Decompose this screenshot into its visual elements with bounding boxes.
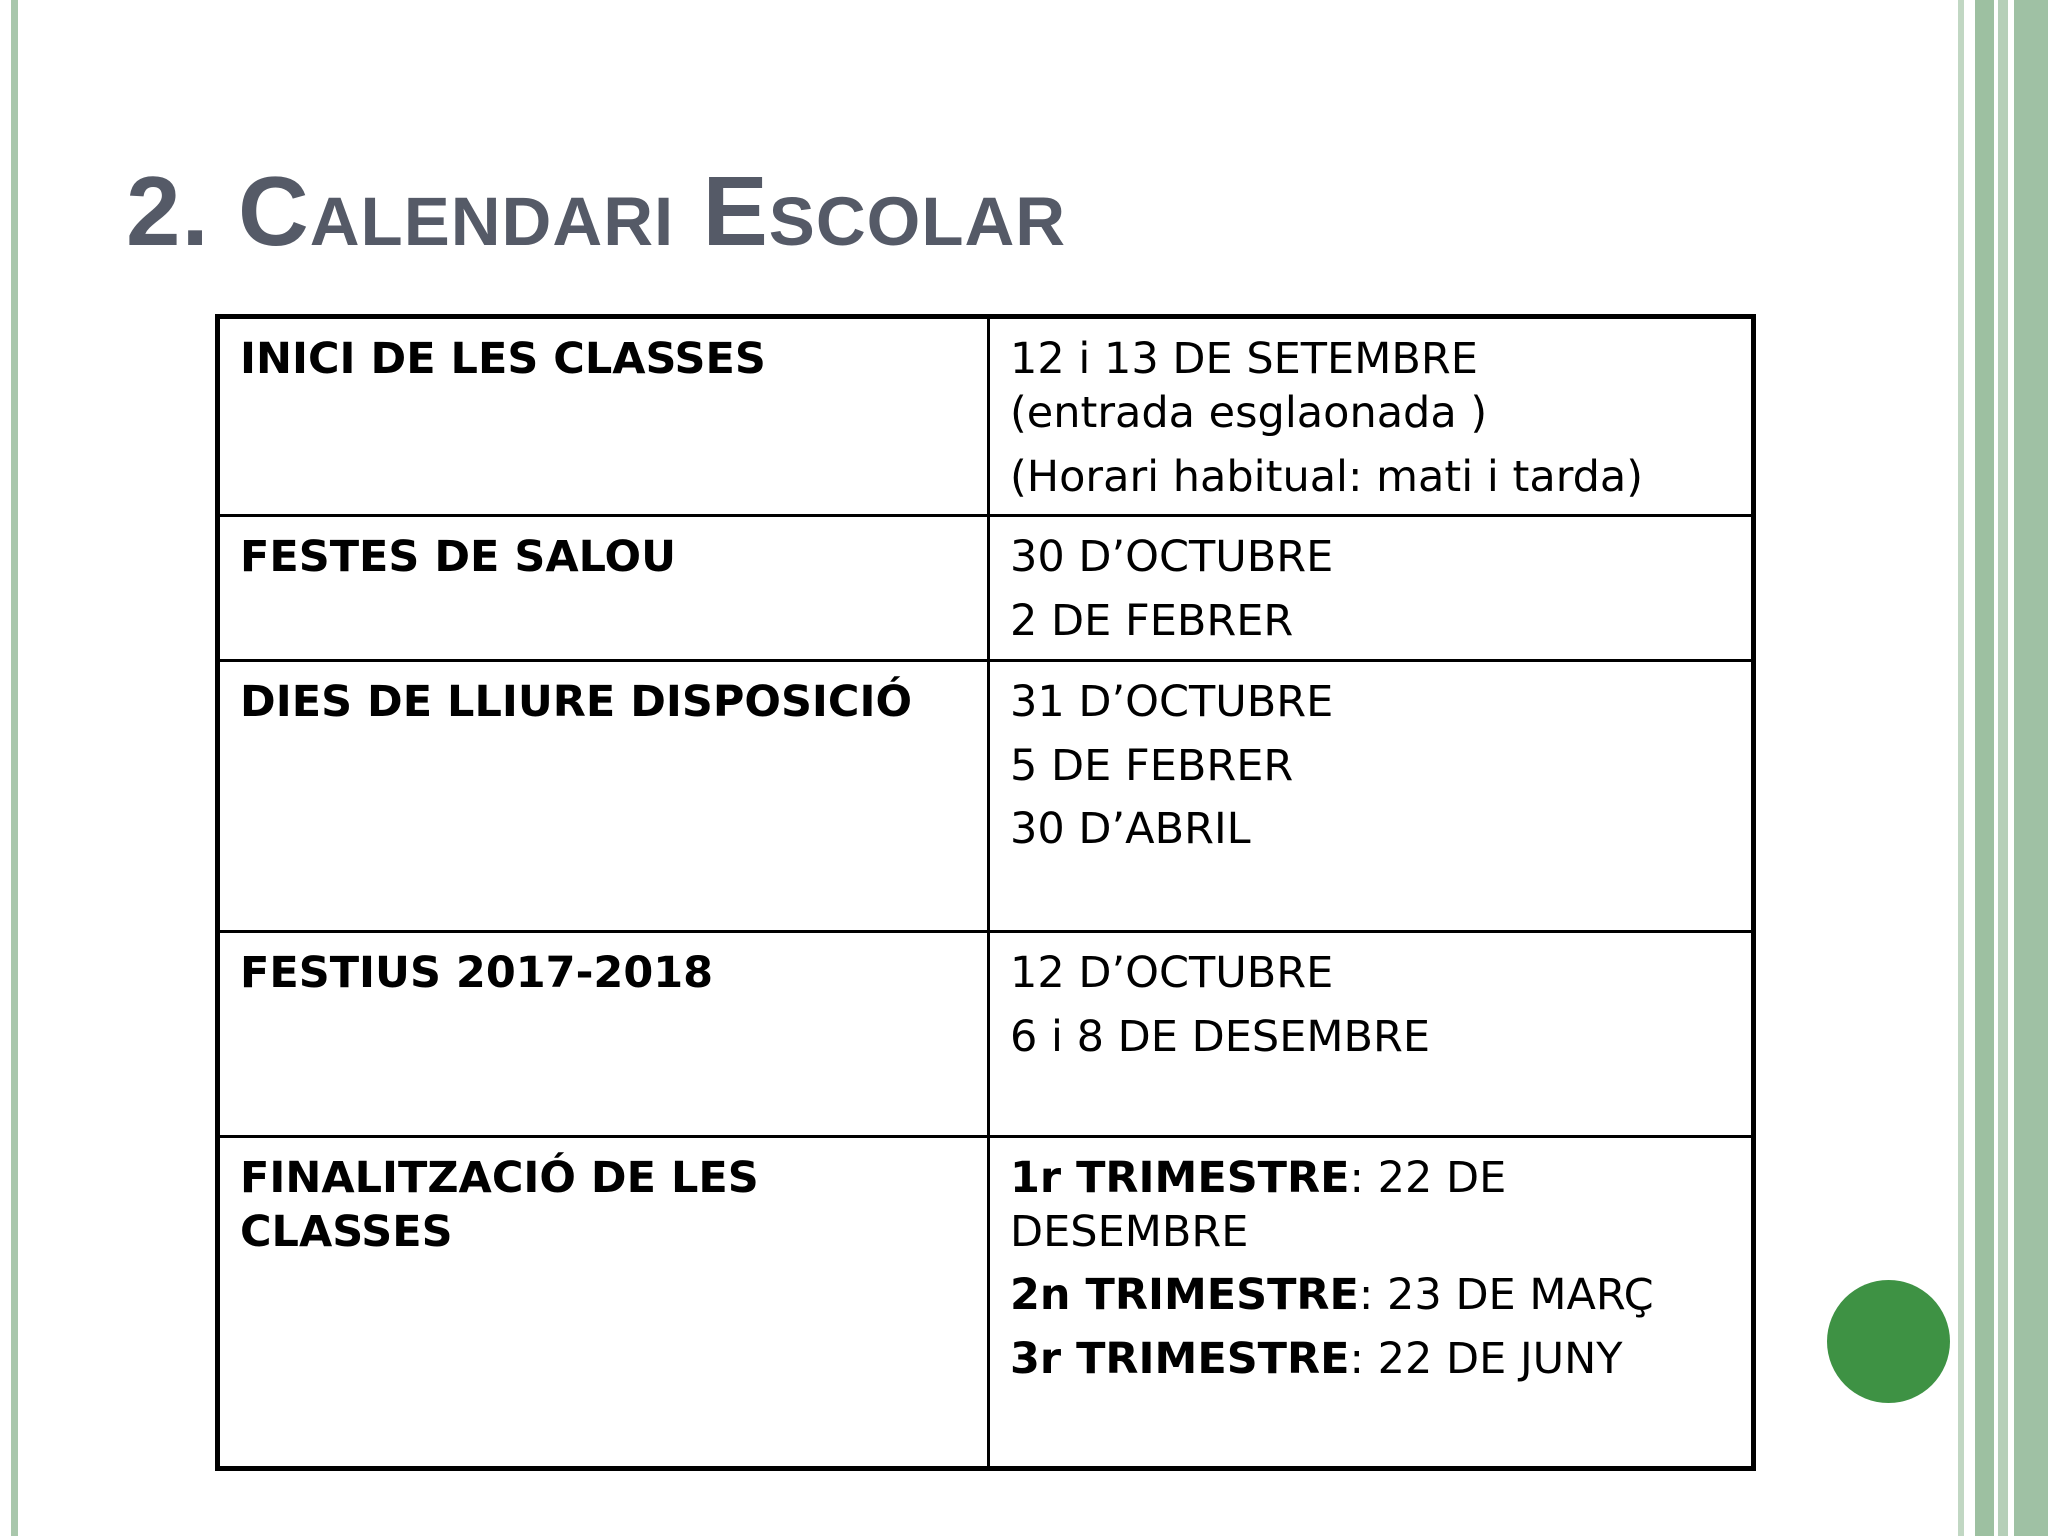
row-value xyxy=(989,1136,1754,1468)
term-date: : 22 DE JUNY xyxy=(1349,1334,1623,1384)
right-border-stripe xyxy=(1998,0,2008,1536)
term-line xyxy=(1010,1152,1731,1260)
row-value xyxy=(989,931,1754,1136)
term-name: 3r TRIMESTRE xyxy=(1010,1334,1350,1384)
date-text: 2 DE FEBRER xyxy=(1010,596,1294,646)
table-row xyxy=(218,317,1754,516)
row-value xyxy=(989,660,1754,931)
table-row xyxy=(218,1136,1754,1468)
school-calendar-table xyxy=(215,314,1756,1471)
date-text: 12 i 13 DE SETEMBRE xyxy=(1010,334,1478,384)
date-text: (entrada esglaonada ) xyxy=(1010,387,1488,438)
row-label: FINALITZACIÓ DE LES CLASSES xyxy=(218,1136,989,1468)
term-line xyxy=(1010,1333,1731,1387)
date-text: (Horari habitual: mati i tarda) xyxy=(1010,451,1644,502)
right-border-stripe xyxy=(1975,0,1994,1536)
date-text: 5 DE FEBRER xyxy=(1010,740,1294,791)
date-text: 6 i 8 DE DESEMBRE xyxy=(1010,1011,1431,1062)
table-row xyxy=(218,931,1754,1136)
row-label: DIES DE LLIURE DISPOSICIÓ xyxy=(218,660,989,931)
table-row xyxy=(218,660,1754,931)
term-name: 2n TRIMESTRE xyxy=(1010,1270,1359,1321)
row-value xyxy=(989,516,1754,661)
row-label: FESTES DE SALOU xyxy=(218,516,989,661)
row-label: INICI DE LES CLASSES xyxy=(218,317,989,516)
term-date: : 22 DE DESEMBRE xyxy=(1010,1152,1507,1257)
date-text: 30 D’OCTUBRE xyxy=(1010,532,1334,583)
date-text: 31 D’OCTUBRE xyxy=(1010,676,1334,727)
term-date: : 23 DE MARÇ xyxy=(1358,1270,1654,1321)
left-border-stripe xyxy=(11,0,18,1536)
decorative-circle xyxy=(1827,1280,1950,1403)
row-value xyxy=(989,317,1754,516)
term-line xyxy=(1010,1269,1731,1323)
right-border-stripe xyxy=(2014,0,2048,1536)
slide-title: 2. Calendari Escolar xyxy=(126,156,1067,266)
row-label: FESTIUS 2017-2018 xyxy=(218,931,989,1136)
date-text: 12 D’OCTUBRE xyxy=(1010,947,1334,998)
term-name: 1r TRIMESTRE xyxy=(1010,1152,1350,1203)
date-text: 30 D’ABRIL xyxy=(1010,804,1251,855)
right-border-stripe xyxy=(1958,0,1964,1536)
table-row xyxy=(218,516,1754,661)
